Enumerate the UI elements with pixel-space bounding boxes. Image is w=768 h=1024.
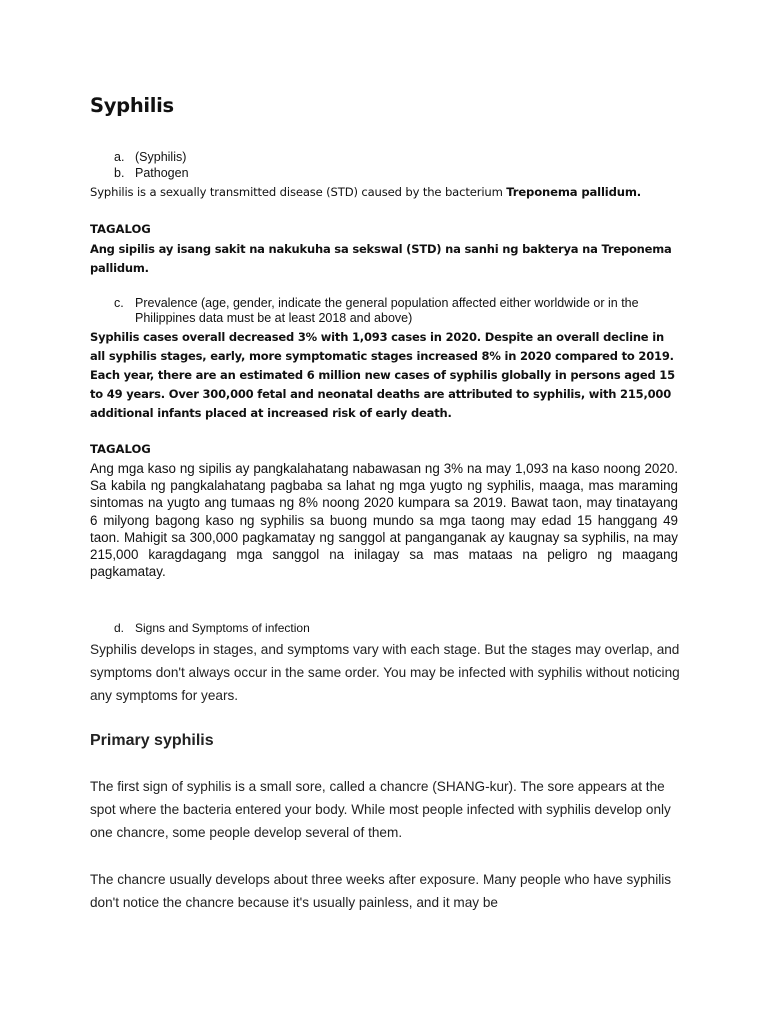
page-title: Syphilis: [90, 94, 174, 117]
tagalog-prevalence-paragraph: Ang mga kaso ng sipilis ay pangkalahatang nabawasan ng 3% na may 1,093 na kaso noong 2020. Sa kabila ng pangkalahatang pagbaba sa lahat ng mga yugto ng syphilis, maaga, mas maraming sintomas na yugto ang tumaas ng 8% noong 2020 kumpara sa 2019. Bawat taon, may tinatayang 6 milyong bagong kaso ng syphilis sa buong mundo sa mga taong may edad 15 hanggang 49 taon. Mahigit sa 300,000 pagkamatay ng sanggol at panganganak ay kaugnay sa syphilis, na may 215,000 karagdagang mga sanggol na inilagay sa mas mataas na peligro ng maagang pagkamatay.: [90, 461, 678, 580]
list-marker: b.: [114, 166, 125, 180]
list-marker: d.: [114, 621, 125, 635]
list-item-b: [90, 166, 680, 181]
primary-paragraph-1: The first sign of syphilis is a small sore, called a chancre (SHANG-kur). The sore appears at the spot where the bacteria entered your body. While most people infected with syphilis develop only one chancre, some people develop several of them.: [90, 779, 671, 841]
list-text: Signs and Symptoms of infection: [135, 621, 310, 635]
symptoms-paragraph: Syphilis develops in stages, and symptoms vary with each stage. But the stages may overlap, and symptoms don't always occur in the same order. You may be infected with syphilis without noticing any symptoms for years.: [90, 642, 680, 704]
list-item-d: [90, 621, 680, 636]
list-marker: a.: [114, 150, 125, 164]
list-item-c: [90, 296, 680, 326]
primary-syphilis-heading: Primary syphilis: [90, 732, 214, 749]
list-text: (Syphilis): [135, 150, 187, 164]
prevalence-paragraph: Syphilis cases overall decreased 3% with 1,093 cases in 2020. Despite an overall decline in all syphilis stages, early, more symptomatic stages increased 8% in 2020 compared to 2019. Each year, there are an estimated 6 million new cases of syphilis globally in persons aged 15 to 49 years. Over 300,000 fetal and neonatal deaths are attributed to syphilis, with 215,000 additional infants placed at increased risk of early death.: [90, 330, 675, 420]
tagalog-label-2: TAGALOG: [90, 442, 151, 456]
tagalog-label-1: TAGALOG: [90, 222, 151, 236]
list-marker: c.: [114, 296, 124, 310]
list-text: Pathogen: [135, 166, 189, 180]
list-text: Prevalence (age, gender, indicate the general population affected either worldwide or in the Philippines data must be at least 2018 and above): [135, 296, 639, 325]
list-item-a: [90, 150, 680, 165]
bacterium-name: Treponema pallidum.: [506, 185, 642, 199]
definition-text: Syphilis is a sexually transmitted disease (STD) caused by the bacterium: [90, 185, 507, 199]
definition-paragraph: [90, 183, 680, 202]
primary-paragraph-2: The chancre usually develops about three weeks after exposure. Many people who have syphilis don't notice the chancre because it's usually painless, and it may be: [90, 872, 672, 911]
tagalog-definition: Ang sipilis ay isang sakit na nakukuha sa sekswal (STD) na sanhi ng bakterya na Treponema pallidum.: [90, 242, 672, 275]
